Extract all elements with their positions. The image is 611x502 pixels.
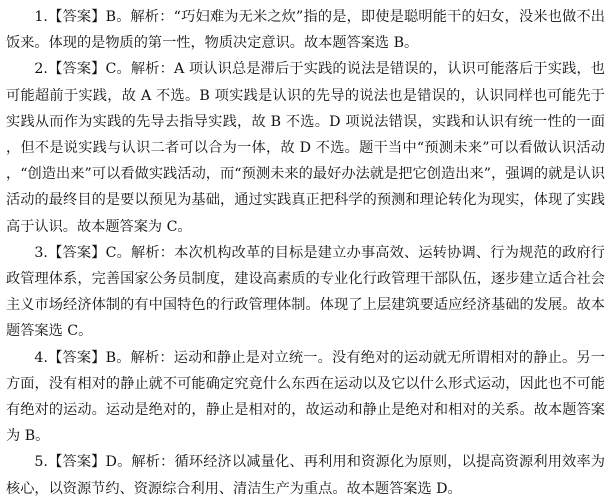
answer-paragraph-2 (6, 56, 605, 239)
answer-number: 1. (34, 9, 48, 25)
answer-text: 【答案】D。解析：循环经济以减量化、再利用和资源化为原则，以提高资源利用效率为核心，以资源节约、资源综合利用、清洁生产为重点。故本题答案选 D。 (6, 454, 605, 497)
answer-text: 【答案】C。解析：A 项认识总是滞后于实践的说法是错误的，认识可能落后于实践，也可能超前于实践，故 A 不选。B 项实践是认识的先导的说法也是错误的，认识同样也可能先于实践从而作为实践的先导去指导实践，故 B 不选。D 项说法错误，实践和认识有统一性的一面，但不是说实践与认识二者可以合为一体，故 D 不选。题干当中“预测未来”可以看做认识活动，“创造出来”可以看做实践活动，而“预测未来的最好办法就是把它创造出来”，强调的就是认识活动的最终目的是要以预见为基础，通过实践真正把科学的预测和理论转化为现实，体现了实践高于认识。故本题答案为 C。 (6, 61, 605, 235)
answer-number: 2. (34, 61, 48, 78)
answer-paragraph-1 (6, 4, 605, 56)
answer-paragraph-4 (6, 345, 605, 450)
answer-text: 【答案】B。解析：“巧妇难为无米之炊”指的是，即使是聪明能干的妇女，没米也做不出饭来。体现的是物质的第一性，物质决定意识。故本题答案选 B。 (6, 9, 605, 52)
answer-number: 4. (34, 349, 48, 366)
answer-number: 5. (34, 454, 48, 471)
answer-number: 3. (34, 244, 48, 261)
answer-text: 【答案】C。解析：本次机构改革的目标是建立办事高效、运转协调、行为规范的政府行政管理体系，完善国家公务员制度，建设高素质的专业化行政管理干部队伍，逐步建立适合社会主义市场经济体制的有中国特色的行政管理体制。体现了上层建筑要适应经济基础的发展。故本题答案选 C。 (6, 244, 605, 340)
answer-text: 【答案】B。解析：运动和静止是对立统一。没有绝对的运动就无所谓相对的静止。另一方面，没有相对的静止就不可能确定究竟什么东西在运动以及它以什么形式运动，因此也不可能有绝对的运动。运动是绝对的，静止是相对的，故运动和静止是绝对和相对的关系。故本题答案为 B。 (6, 349, 605, 445)
answer-paragraph-5 (6, 449, 605, 501)
answer-paragraph-3 (6, 240, 605, 345)
